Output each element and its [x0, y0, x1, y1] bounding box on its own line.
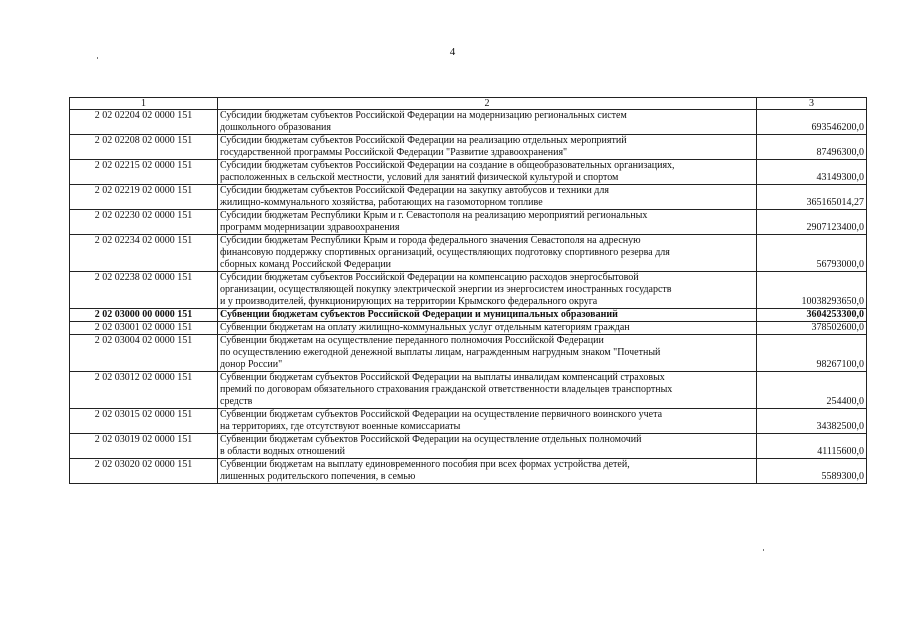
column-number-1: 1: [70, 98, 218, 110]
table-row: [70, 335, 867, 372]
description-cell: [218, 272, 757, 309]
description-cell: [218, 459, 757, 484]
description-line: Субсидии бюджетам субъектов Российской Федерации на компенсацию расходов энергосбытовой: [220, 272, 639, 283]
budget-code-cell: 2 02 02230 02 0000 151: [70, 210, 218, 235]
description-line: премий по договорам обязательного страхования гражданской ответственности владельцев транспортных: [220, 384, 673, 395]
description-line: Субвенции бюджетам на осуществление переданного полномочия Российской Федерации: [220, 335, 604, 346]
budget-table: [69, 97, 867, 484]
budget-code-cell: 2 02 03000 00 0000 151: [70, 309, 218, 322]
description-line: и у производителей, функционирующих на территории Крымского федерального округа: [220, 296, 598, 307]
amount-cell: 41115600,0: [757, 434, 867, 459]
description-line: Субвенции бюджетам субъектов Российской Федерации и муниципальных образований: [220, 309, 618, 320]
description-line: жилищно-коммунального хозяйства, работающих на газомоторном топливе: [220, 197, 543, 208]
description-cell: [218, 210, 757, 235]
amount-cell: 3604253300,0: [757, 309, 867, 322]
table-row: [70, 309, 867, 322]
description-cell: [218, 160, 757, 185]
description-line: Субвенции бюджетам субъектов Российской Федерации на выплаты инвалидам компенсаций страховых: [220, 372, 665, 383]
scan-speck: [97, 57, 98, 59]
column-number-3: 3: [757, 98, 867, 110]
amount-cell: 378502600,0: [757, 322, 867, 335]
description-cell: [218, 110, 757, 135]
table-row: [70, 459, 867, 484]
amount-cell: 56793000,0: [757, 235, 867, 272]
table-row: [70, 372, 867, 409]
description-line: Субсидии бюджетам субъектов Российской Федерации на реализацию отдельных мероприятий: [220, 135, 627, 146]
description-line: на территориях, где отсутствуют военные комиссариаты: [220, 421, 461, 432]
page-number: 4: [449, 46, 456, 58]
description-line: расположенных в сельской местности, условий для занятий физической культурой и спортом: [220, 172, 619, 183]
table-row: [70, 135, 867, 160]
amount-cell: 5589300,0: [757, 459, 867, 484]
budget-code-cell: 2 02 02219 02 0000 151: [70, 185, 218, 210]
description-line: организации, осуществляющей покупку электрической энергии из энергосистем иностранных государств: [220, 284, 672, 295]
description-cell: [218, 235, 757, 272]
description-line: сборных команд Российской Федерации: [220, 259, 392, 270]
amount-cell: 693546200,0: [757, 110, 867, 135]
description-cell: [218, 135, 757, 160]
description-line: Субвенции бюджетам на оплату жилищно-коммунальных услуг отдельным категориям граждан: [220, 322, 630, 333]
budget-code-cell: 2 02 03019 02 0000 151: [70, 434, 218, 459]
amount-cell: 254400,0: [757, 372, 867, 409]
table-row: [70, 160, 867, 185]
budget-code-cell: 2 02 03004 02 0000 151: [70, 335, 218, 372]
amount-cell: 87496300,0: [757, 135, 867, 160]
amount-cell: 365165014,27: [757, 185, 867, 210]
table-header-row: [70, 98, 867, 110]
table-row: [70, 235, 867, 272]
table-row: [70, 322, 867, 335]
budget-code-cell: 2 02 03015 02 0000 151: [70, 409, 218, 434]
budget-code-cell: 2 02 02208 02 0000 151: [70, 135, 218, 160]
description-cell: [218, 309, 757, 322]
description-line: донор России": [220, 359, 283, 370]
description-line: средств: [220, 396, 253, 407]
budget-code-cell: 2 02 03012 02 0000 151: [70, 372, 218, 409]
scan-speck: [763, 549, 764, 551]
description-line: Субвенции бюджетам субъектов Российской Федерации на осуществление отдельных полномочий: [220, 434, 642, 445]
description-line: Субвенции бюджетам на выплату единовременного пособия при всех формах устройства детей,: [220, 459, 630, 470]
description-line: по осуществлению ежегодной денежной выплаты лицам, награжденным нагрудным знаком "Почетный: [220, 347, 661, 358]
table-row: [70, 409, 867, 434]
description-line: финансовую поддержку спортивных организаций, осуществляющих подготовку спортивного резерва для: [220, 247, 670, 258]
budget-code-cell: 2 02 02238 02 0000 151: [70, 272, 218, 309]
description-line: программ модернизации здравоохранения: [220, 222, 400, 233]
description-cell: [218, 185, 757, 210]
description-line: Субсидии бюджетам субъектов Российской Федерации на закупку автобусов и техники для: [220, 185, 609, 196]
budget-code-cell: 2 02 02215 02 0000 151: [70, 160, 218, 185]
budget-code-cell: 2 02 03020 02 0000 151: [70, 459, 218, 484]
budget-code-cell: 2 02 03001 02 0000 151: [70, 322, 218, 335]
description-line: Субсидии бюджетам субъектов Российской Федерации на создание в общеобразовательных организациях,: [220, 160, 675, 171]
description-cell: [218, 322, 757, 335]
description-line: Субвенции бюджетам субъектов Российской Федерации на осуществление первичного воинского учета: [220, 409, 663, 420]
description-cell: [218, 409, 757, 434]
description-cell: [218, 434, 757, 459]
description-line: Субсидии бюджетам Республики Крым и города федерального значения Севастополя на адресную: [220, 235, 641, 246]
table-row: [70, 434, 867, 459]
description-cell: [218, 335, 757, 372]
budget-code-cell: 2 02 02204 02 0000 151: [70, 110, 218, 135]
column-number-2: 2: [218, 98, 757, 110]
budget-code-cell: 2 02 02234 02 0000 151: [70, 235, 218, 272]
table-row: [70, 210, 867, 235]
description-line: Субсидии бюджетам Республики Крым и г. Севастополя на реализацию мероприятий региональных: [220, 210, 648, 221]
description-line: государственной программы Российской Федерации "Развитие здравоохранения": [220, 147, 568, 158]
amount-cell: 10038293650,0: [757, 272, 867, 309]
amount-cell: 98267100,0: [757, 335, 867, 372]
table-row: [70, 110, 867, 135]
description-cell: [218, 372, 757, 409]
description-line: дошкольного образования: [220, 122, 332, 133]
amount-cell: 2907123400,0: [757, 210, 867, 235]
description-line: лишенных родительского попечения, в семью: [220, 471, 416, 482]
description-line: Субсидии бюджетам субъектов Российской Федерации на модернизацию региональных систем: [220, 110, 627, 121]
table-row: [70, 185, 867, 210]
table-row: [70, 272, 867, 309]
amount-cell: 34382500,0: [757, 409, 867, 434]
table-body: [70, 110, 867, 484]
amount-cell: 43149300,0: [757, 160, 867, 185]
description-line: в области водных отношений: [220, 446, 345, 457]
